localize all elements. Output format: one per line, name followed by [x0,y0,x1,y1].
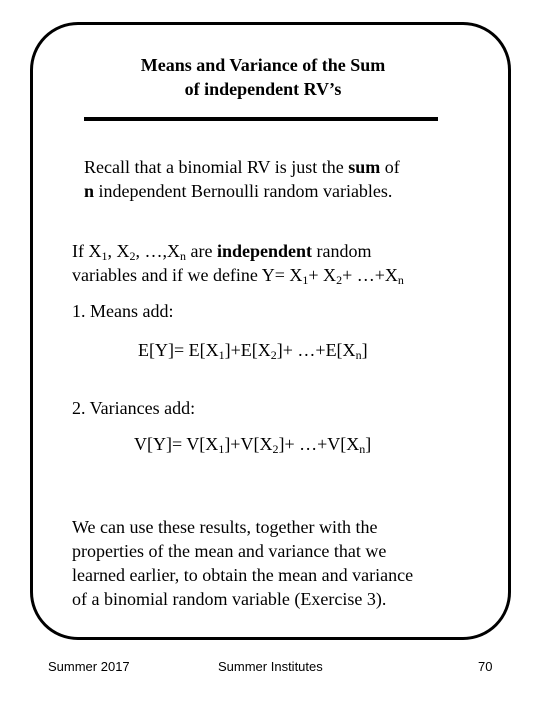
means-equation [138,338,368,362]
subscript: 1 [218,442,225,456]
independence-line-2 [72,263,404,287]
recall-text: of [380,157,400,177]
subscript: 2 [129,249,136,263]
text: random [312,241,372,261]
recall-text: independent Bernoulli random variables. [94,181,393,201]
title-divider [84,117,438,121]
subscript: n [397,273,404,287]
closing-line-4: of a binomial random variable (Exercise 3). [72,589,387,609]
recall-text: Recall that a binomial RV is just the [84,157,349,177]
subscript: 2 [336,273,343,287]
text: ]+ …+E[X [276,340,356,360]
text: ]+V[X [224,434,273,454]
subscript: n [180,249,186,263]
closing-line-1: We can use these results, together with the [72,517,378,537]
text: ]+ …+V[X [278,434,360,454]
independence-line-1 [72,239,404,263]
text: are [186,241,217,261]
text: E[Y]= E[X [138,340,219,360]
variances-heading: 2. Variances add: [72,398,196,418]
title-line-1: Means and Variance of the Sum [140,55,386,75]
text: If X [72,241,102,261]
recall-line-2 [84,179,400,203]
recall-line-1 [84,155,400,179]
text: variables and if we define Y= X [72,265,303,285]
text: ]+E[X [224,340,271,360]
text: + …+X [342,265,398,285]
text: , …,X [135,241,180,261]
emphasis-independent: independent [216,241,313,261]
text: ] [361,340,368,360]
subscript: 2 [270,348,277,362]
recall-paragraph [84,155,400,203]
independence-paragraph [72,239,404,287]
subscript: 1 [101,249,108,263]
text: ] [365,434,372,454]
subscript: 2 [272,442,279,456]
means-heading: 1. Means add: [72,301,174,321]
title-line-2: of independent RV’s [184,79,342,99]
subscript: 1 [302,273,309,287]
text: , X [107,241,130,261]
subscript: 1 [218,348,225,362]
footer-organization: Summer Institutes [218,659,323,674]
recall-emphasis-sum: sum [348,157,381,177]
subscript: n [355,348,362,362]
footer-date: Summer 2017 [48,659,130,674]
recall-emphasis-n: n [84,181,95,201]
variances-equation [134,432,371,456]
slide-title [60,53,466,101]
text: + X [308,265,337,285]
page-number: 70 [478,659,493,674]
closing-paragraph [72,515,413,611]
closing-line-2: properties of the mean and variance that we [72,541,387,561]
text: V[Y]= V[X [134,434,219,454]
closing-line-3: learned earlier, to obtain the mean and variance [72,565,414,585]
subscript: n [359,442,366,456]
